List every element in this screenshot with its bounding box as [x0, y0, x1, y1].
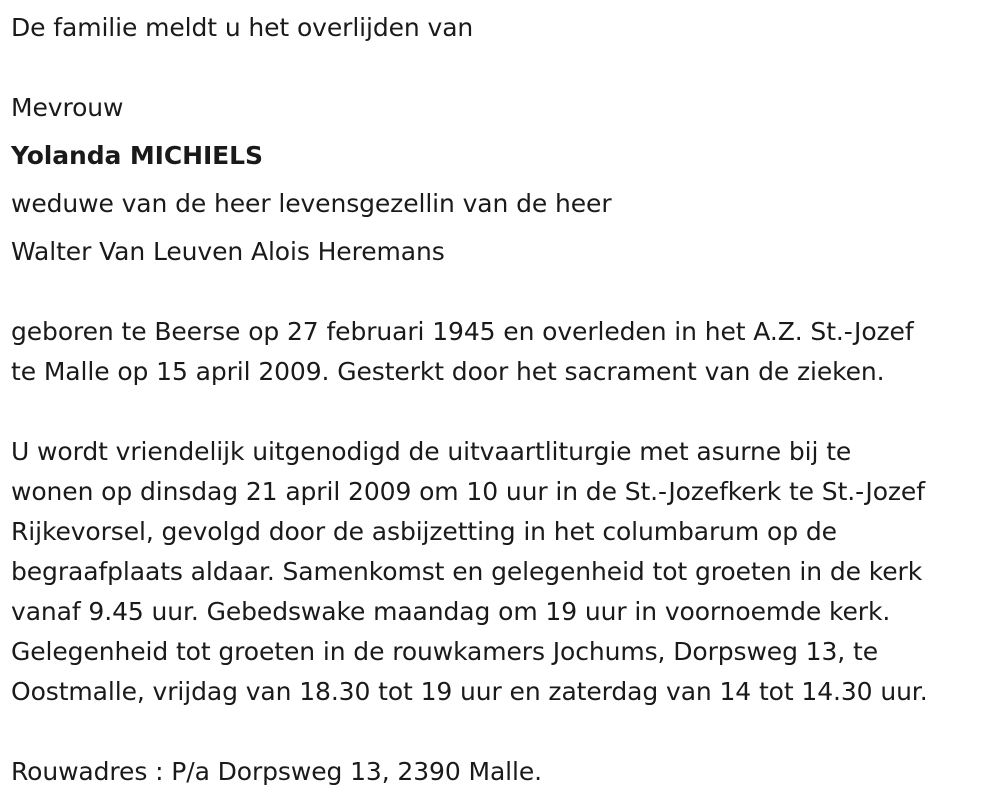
funeral-line: vanaf 9.45 uur. Gebedswake maandag om 19 uur in voornoemde kerk.: [11, 597, 891, 626]
intro-text: De familie meldt u het overlijden van: [11, 13, 474, 42]
funeral-line: Oostmalle, vrijdag van 18.30 tot 19 uur en zaterdag van 14 tot 14.30 uur.: [11, 677, 928, 706]
title-text: Mevrouw: [11, 93, 124, 122]
partners-text: Walter Van Leuven Alois Heremans: [11, 237, 445, 266]
relation-text: weduwe van de heer levensgezellin van de heer: [11, 189, 612, 218]
funeral-paragraph: [11, 432, 995, 712]
funeral-line: Gelegenheid tot groeten in de rouwkamers Jochums, Dorpsweg 13, te: [11, 637, 878, 666]
funeral-line: U wordt vriendelijk uitgenodigd de uitvaartliturgie met asurne bij te: [11, 437, 852, 466]
deceased-name: Yolanda MICHIELS: [11, 141, 263, 170]
funeral-line: wonen op dinsdag 21 april 2009 om 10 uur in de St.-Jozefkerk te St.-Jozef: [11, 477, 925, 506]
mourning-address: Rouwadres : P/a Dorpsweg 13, 2390 Malle.: [11, 757, 542, 786]
obituary-document: [11, 8, 995, 792]
birth-paragraph: [11, 312, 995, 392]
funeral-line: begraafplaats aldaar. Samenkomst en gelegenheid tot groeten in de kerk: [11, 557, 923, 586]
funeral-line: Rijkevorsel, gevolgd door de asbijzetting in het columbarum op de: [11, 517, 837, 546]
birth-line: te Malle op 15 april 2009. Gesterkt door het sacrament van de zieken.: [11, 357, 885, 386]
birth-line: geboren te Beerse op 27 februari 1945 en overleden in het A.Z. St.-Jozef: [11, 317, 914, 346]
